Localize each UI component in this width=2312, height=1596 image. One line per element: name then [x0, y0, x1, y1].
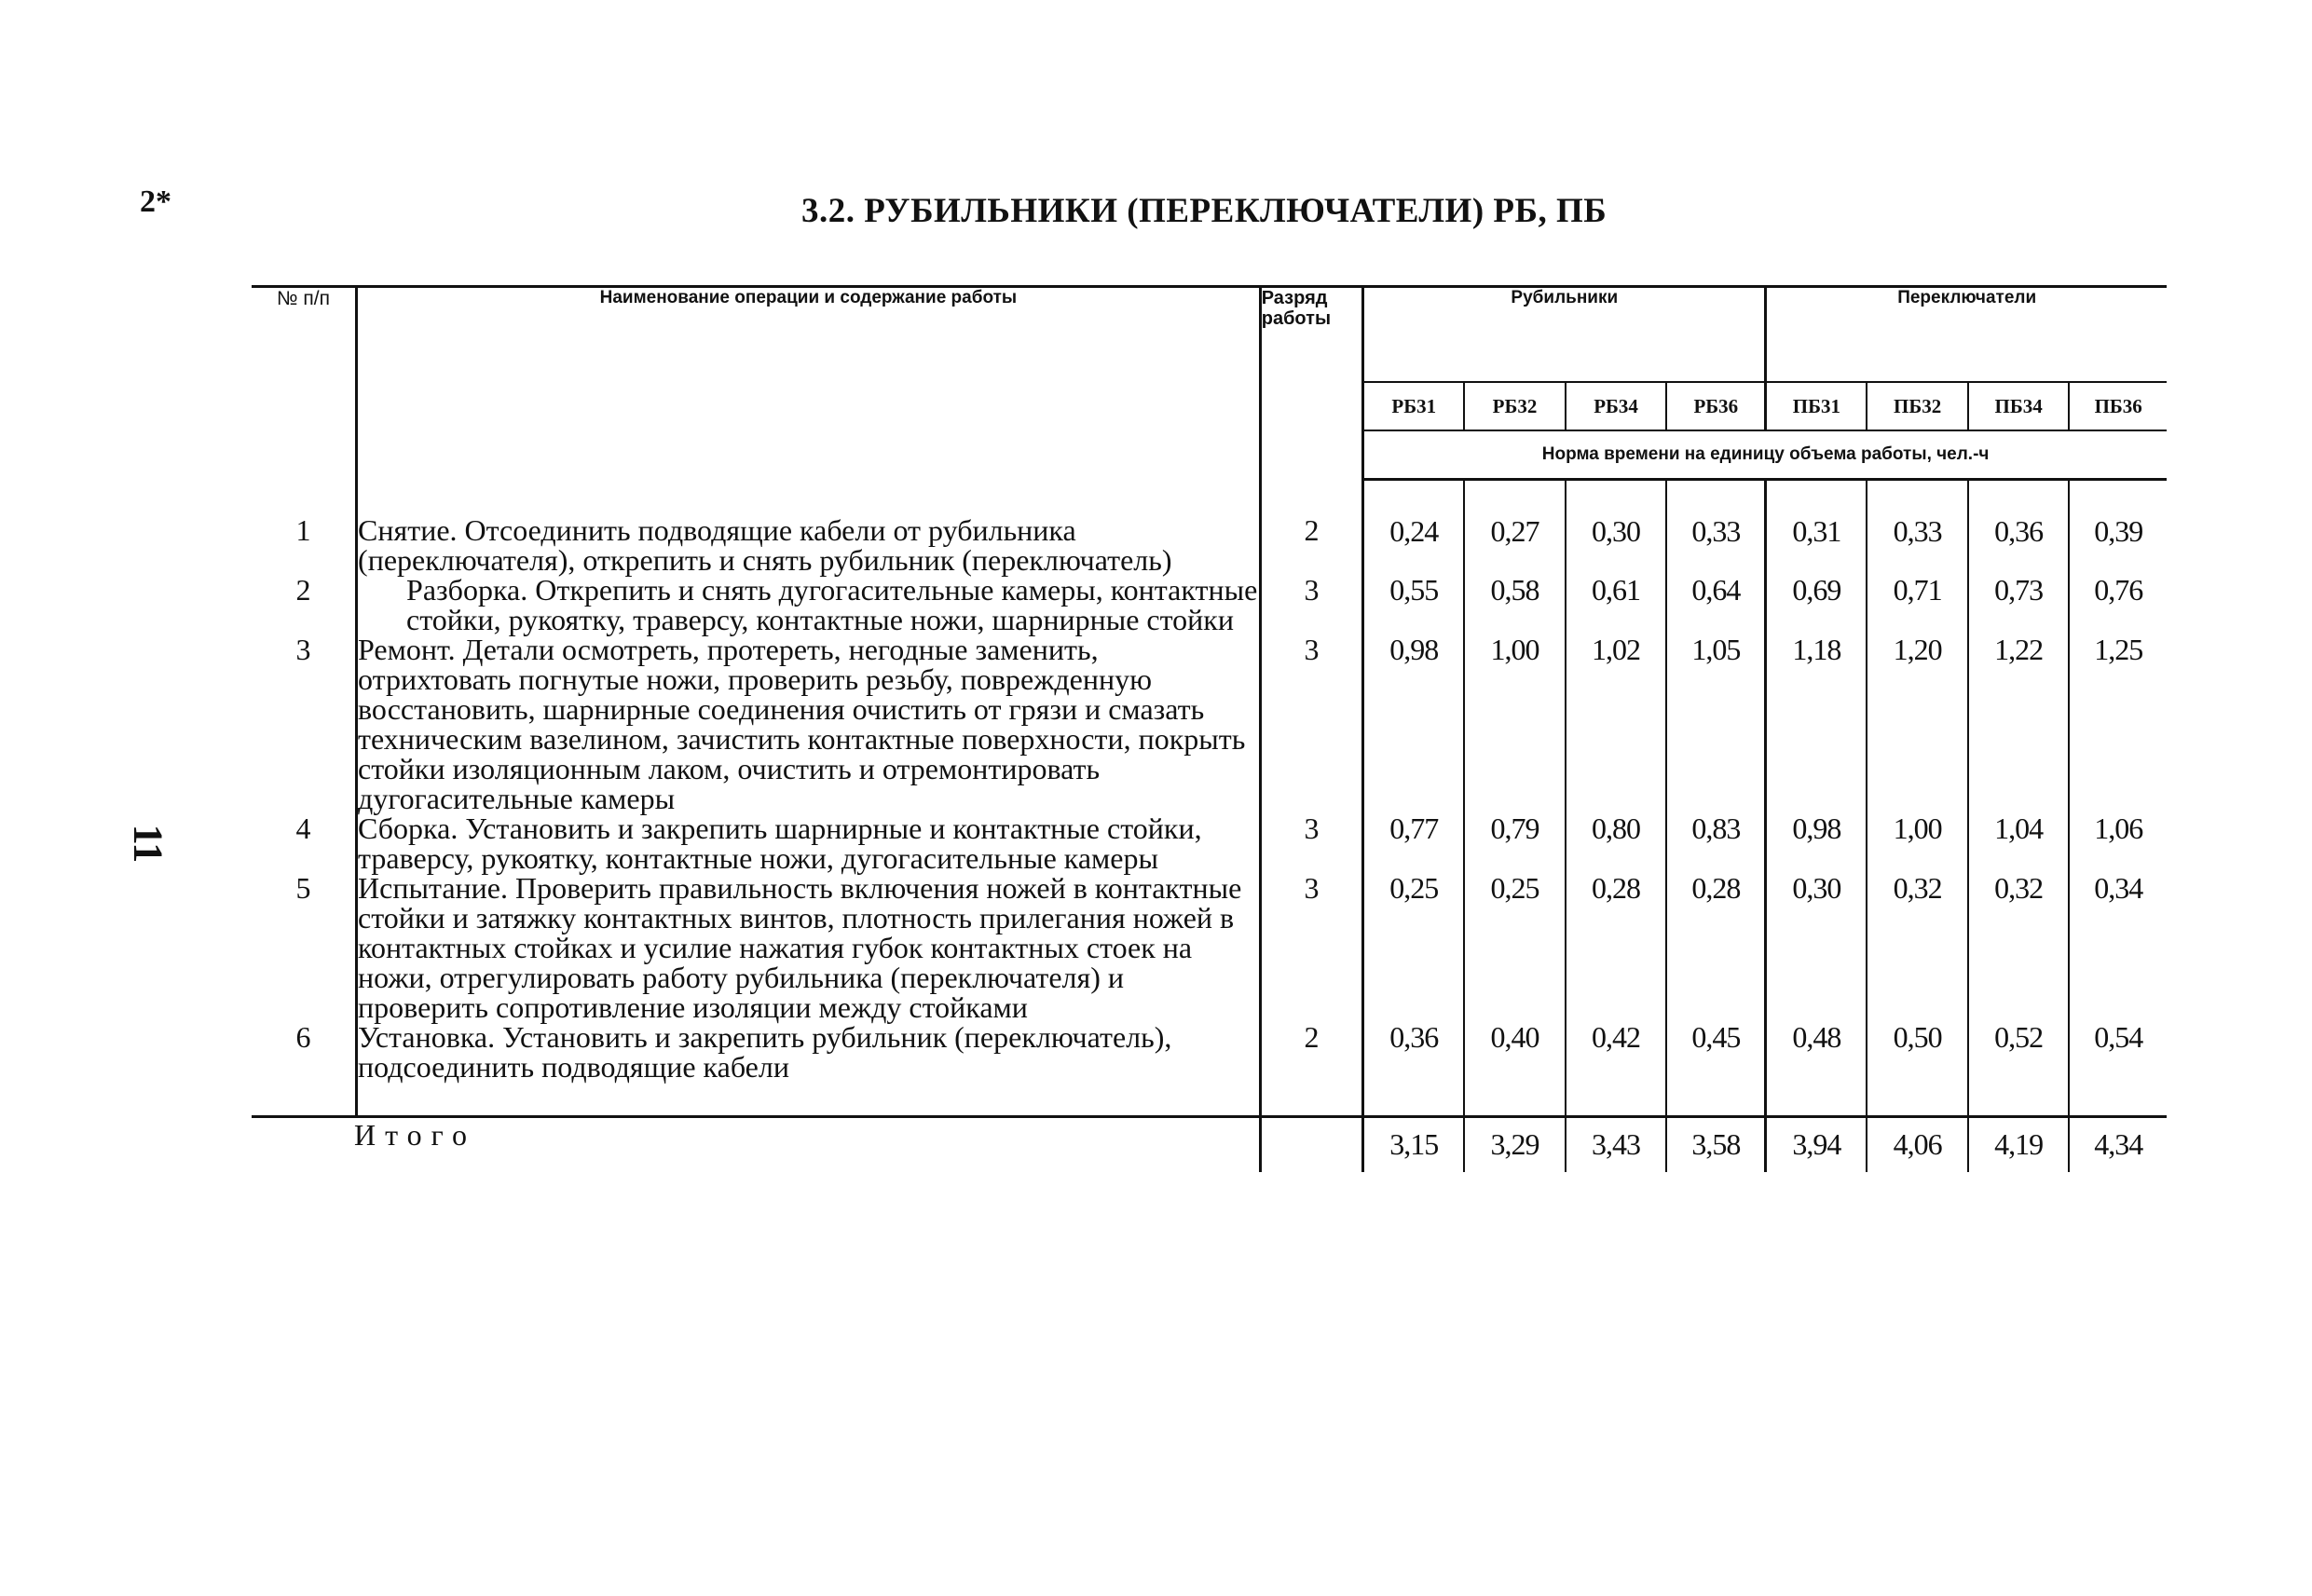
header-col-rb31: РБ31 — [1363, 382, 1465, 430]
page-number: 11 — [125, 824, 171, 864]
row-value-rb32: 0,58 — [1464, 575, 1566, 634]
row-grade: 2 — [1260, 480, 1363, 575]
row-text: Разборка. Открепить и снять дугогасительные камеры, контактные стойки, рукоятку, траверсу, контактные ножи, шарнирные стойки — [357, 575, 1261, 634]
total-value-pb36: 4,34 — [2069, 1116, 2167, 1172]
row-grade: 3 — [1260, 575, 1363, 634]
header-grade: Разряд работы — [1260, 287, 1363, 480]
row-grade: 2 — [1260, 1022, 1363, 1117]
row-value-pb31: 0,98 — [1766, 813, 1867, 873]
total-value-pb31: 3,94 — [1766, 1116, 1867, 1172]
row-value-rb31: 0,77 — [1363, 813, 1465, 873]
total-value-rb32: 3,29 — [1464, 1116, 1566, 1172]
header-group-rb: Рубильники — [1363, 287, 1766, 383]
row-value-rb34: 0,42 — [1566, 1022, 1667, 1117]
table-total — [252, 1116, 2167, 1172]
table-body — [252, 480, 2167, 1117]
row-value-pb34: 0,36 — [1968, 480, 2070, 575]
row-value-pb32: 0,33 — [1867, 480, 1968, 575]
row-value-rb34: 0,80 — [1566, 813, 1667, 873]
row-value-rb36: 1,05 — [1666, 634, 1766, 813]
header-col-pb36: ПБ36 — [2069, 382, 2167, 430]
row-value-rb31: 0,55 — [1363, 575, 1465, 634]
header-col-pb31: ПБ31 — [1766, 382, 1867, 430]
row-value-pb31: 0,69 — [1766, 575, 1867, 634]
row-value-pb32: 1,00 — [1867, 813, 1968, 873]
row-text: Установка. Установить и закрепить рубильник (переключатель), подсоединить подводящие кабели — [357, 1022, 1261, 1117]
total-value-rb34: 3,43 — [1566, 1116, 1667, 1172]
row-value-rb34: 1,02 — [1566, 634, 1667, 813]
total-value-pb32: 4,06 — [1867, 1116, 1968, 1172]
margin-mark: 2* — [140, 184, 171, 219]
row-value-rb36: 0,64 — [1666, 575, 1766, 634]
row-num: 1 — [295, 512, 311, 547]
total-grade-empty — [1260, 1116, 1363, 1172]
row-value-pb32: 1,20 — [1867, 634, 1968, 813]
header-col-pb34: ПБ34 — [1968, 382, 2070, 430]
table-row — [252, 634, 2167, 813]
table-row — [252, 873, 2167, 1022]
row-num: 2 — [295, 572, 311, 607]
row-value-pb36: 0,34 — [2069, 873, 2167, 1022]
row-grade: 3 — [1260, 634, 1363, 813]
row-value-pb34: 0,52 — [1968, 1022, 2070, 1117]
row-text: Испытание. Проверить правильность включения ножей в контактные стойки и затяжку контактных винтов, плотность прилегания ножей в контактных стойках и усилие нажатия губок контактных стоек на ножи, отрегулировать работу рубильника (переключателя) и проверить сопротивление изоляции между стойками — [357, 873, 1261, 1022]
table-row — [252, 813, 2167, 873]
row-value-rb36: 0,83 — [1666, 813, 1766, 873]
row-value-pb32: 0,71 — [1867, 575, 1968, 634]
header-group-pb: Переключатели — [1766, 287, 2167, 383]
row-value-rb31: 0,98 — [1363, 634, 1465, 813]
header-unit: Норма времени на единицу объема работы, чел.-ч — [1363, 430, 2167, 480]
row-value-pb36: 1,25 — [2069, 634, 2167, 813]
row-value-pb31: 0,48 — [1766, 1022, 1867, 1117]
total-row — [252, 1116, 2167, 1172]
header-col-rb34: РБ34 — [1566, 382, 1667, 430]
row-value-pb36: 0,76 — [2069, 575, 2167, 634]
total-value-pb34: 4,19 — [1968, 1116, 2070, 1172]
row-value-pb36: 0,39 — [2069, 480, 2167, 575]
row-value-rb36: 0,28 — [1666, 873, 1766, 1022]
table-header — [252, 287, 2167, 480]
page-title: 3.2. РУБИЛЬНИКИ (ПЕРЕКЛЮЧАТЕЛИ) РБ, ПБ — [801, 192, 1607, 230]
row-value-rb32: 0,79 — [1464, 813, 1566, 873]
row-value-rb34: 0,61 — [1566, 575, 1667, 634]
table-row — [252, 1022, 2167, 1117]
row-value-rb34: 0,28 — [1566, 873, 1667, 1022]
row-num: 6 — [295, 1019, 311, 1054]
row-value-rb31: 0,24 — [1363, 480, 1465, 575]
row-value-rb31: 0,36 — [1363, 1022, 1465, 1117]
row-value-pb34: 1,22 — [1968, 634, 2070, 813]
row-value-pb36: 0,54 — [2069, 1022, 2167, 1117]
row-value-rb32: 0,27 — [1464, 480, 1566, 575]
table-row — [252, 575, 2167, 634]
row-value-rb36: 0,33 — [1666, 480, 1766, 575]
header-col-rb36: РБ36 — [1666, 382, 1766, 430]
row-num: 3 — [295, 632, 311, 666]
row-text: Сборка. Установить и закрепить шарнирные и контактные стойки, траверсу, рукоятку, контактные ножи, дугогасительные камеры — [357, 813, 1261, 873]
row-value-rb32: 1,00 — [1464, 634, 1566, 813]
header-num: № п/п — [277, 288, 330, 309]
row-value-rb34: 0,30 — [1566, 480, 1667, 575]
row-value-pb34: 0,73 — [1968, 575, 2070, 634]
row-text: Снятие. Отсоединить подводящие кабели от рубильника (переключателя), открепить и снять рубильник (переключатель) — [357, 480, 1261, 575]
norms-table — [252, 285, 2167, 1172]
header-col-pb32: ПБ32 — [1867, 382, 1968, 430]
row-value-rb31: 0,25 — [1363, 873, 1465, 1022]
row-num: 4 — [295, 811, 311, 845]
row-value-rb36: 0,45 — [1666, 1022, 1766, 1117]
row-value-rb32: 0,25 — [1464, 873, 1566, 1022]
total-value-rb31: 3,15 — [1363, 1116, 1465, 1172]
table-row — [252, 480, 2167, 575]
row-grade: 3 — [1260, 873, 1363, 1022]
row-value-pb34: 1,04 — [1968, 813, 2070, 873]
total-value-rb36: 3,58 — [1666, 1116, 1766, 1172]
row-value-pb32: 0,32 — [1867, 873, 1968, 1022]
total-label: Итого — [252, 1116, 1260, 1172]
row-value-pb32: 0,50 — [1867, 1022, 1968, 1117]
row-value-pb31: 0,31 — [1766, 480, 1867, 575]
row-value-pb31: 1,18 — [1766, 634, 1867, 813]
row-value-pb31: 0,30 — [1766, 873, 1867, 1022]
row-num: 5 — [295, 870, 311, 905]
header-name: Наименование операции и содержание работы — [357, 287, 1261, 480]
row-value-rb32: 0,40 — [1464, 1022, 1566, 1117]
header-col-rb32: РБ32 — [1464, 382, 1566, 430]
row-text: Ремонт. Детали осмотреть, протереть, негодные заменить, отрихтовать погнутые ножи, проверить резьбу, поврежденную восстановить, шарнирные соединения очистить от грязи и смазать техническим вазелином, зачистить контактные поверхности, покрыть стойки изоляционным лаком, очистить и отремонтировать дугогасительные камеры — [357, 634, 1261, 813]
row-value-pb36: 1,06 — [2069, 813, 2167, 873]
row-value-pb34: 0,32 — [1968, 873, 2070, 1022]
row-grade: 3 — [1260, 813, 1363, 873]
